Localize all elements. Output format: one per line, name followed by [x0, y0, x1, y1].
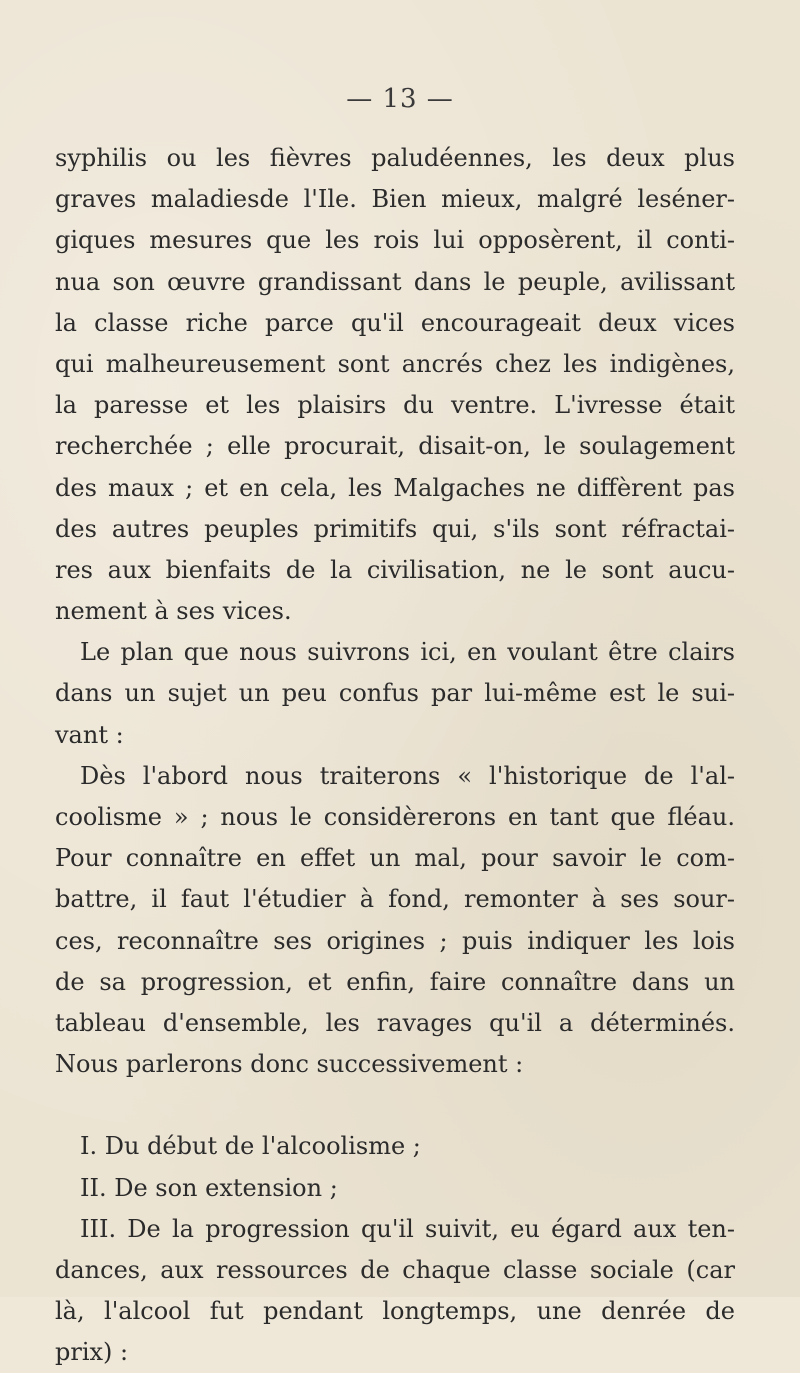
- text-line: Dès l'abord nous traiterons « l'historique de l'al-: [80, 761, 735, 790]
- text-line: Nous parlerons donc successivement :: [55, 1050, 524, 1079]
- text-line: nement à ses vices.: [55, 597, 292, 626]
- text-line: syphilis ou les fièvres paludéennes, les deux plus: [55, 144, 735, 172]
- text-line: Pour connaître en effet un mal, pour savoir le com-: [55, 844, 735, 873]
- body-text: [55, 138, 735, 1373]
- text-line: nua son œuvre grandissant dans le peuple, avilissant: [55, 267, 735, 296]
- paragraph-gap: [55, 1085, 735, 1126]
- text-line: dans un sujet un peu confus par lui-même est le sui-: [55, 679, 735, 708]
- text-line: graves maladiesde l'Ile. Bien mieux, malgré leséner-: [55, 185, 735, 214]
- text-line: tableau d'ensemble, les ravages qu'il a déterminés.: [55, 1008, 735, 1037]
- text-line: des autres peuples primitifs qui, s'ils sont réfractai-: [55, 514, 735, 543]
- text-line: coolisme » ; nous le considèrerons en tant que fléau.: [55, 803, 735, 831]
- list-item: III. De la progression qu'il suivit, eu égard aux ten-: [80, 1214, 735, 1243]
- text-line: ces, reconnaître ses origines ; puis indiquer les lois: [55, 926, 735, 955]
- text-line: prix) :: [55, 1338, 129, 1367]
- text-line: Le plan que nous suivrons ici, en voulant être clairs: [80, 638, 735, 667]
- text-line: res aux bienfaits de la civilisation, ne le sont aucu-: [55, 555, 735, 584]
- text-line: recherchée ; elle procurait, disait-on, le soulagement: [55, 432, 735, 461]
- text-line: giques mesures que les rois lui opposèrent, il conti-: [55, 226, 735, 255]
- list-item: I. Du début de l'alcoolisme ;: [80, 1132, 421, 1161]
- text-line: la paresse et les plaisirs du ventre. L'ivresse était: [55, 391, 735, 420]
- text-line: de sa progression, et enfin, faire connaître dans un: [55, 967, 735, 996]
- text-line: vant :: [55, 720, 124, 749]
- text-line: battre, il faut l'étudier à fond, remonter à ses sour-: [55, 885, 735, 914]
- text-line: des maux ; et en cela, les Malgaches ne diffèrent pas: [55, 473, 735, 502]
- page-number: — 13 —: [346, 84, 454, 114]
- text-line: la classe riche parce qu'il encourageait deux vices: [55, 308, 735, 337]
- text-line: dances, aux ressources de chaque classe sociale (car: [55, 1255, 735, 1284]
- text-line: qui malheureusement sont ancrés chez les indigènes,: [55, 349, 735, 378]
- list-item: II. De son extension ;: [80, 1173, 338, 1202]
- text-line: là, l'alcool fut pendant longtemps, une denrée de: [55, 1297, 735, 1326]
